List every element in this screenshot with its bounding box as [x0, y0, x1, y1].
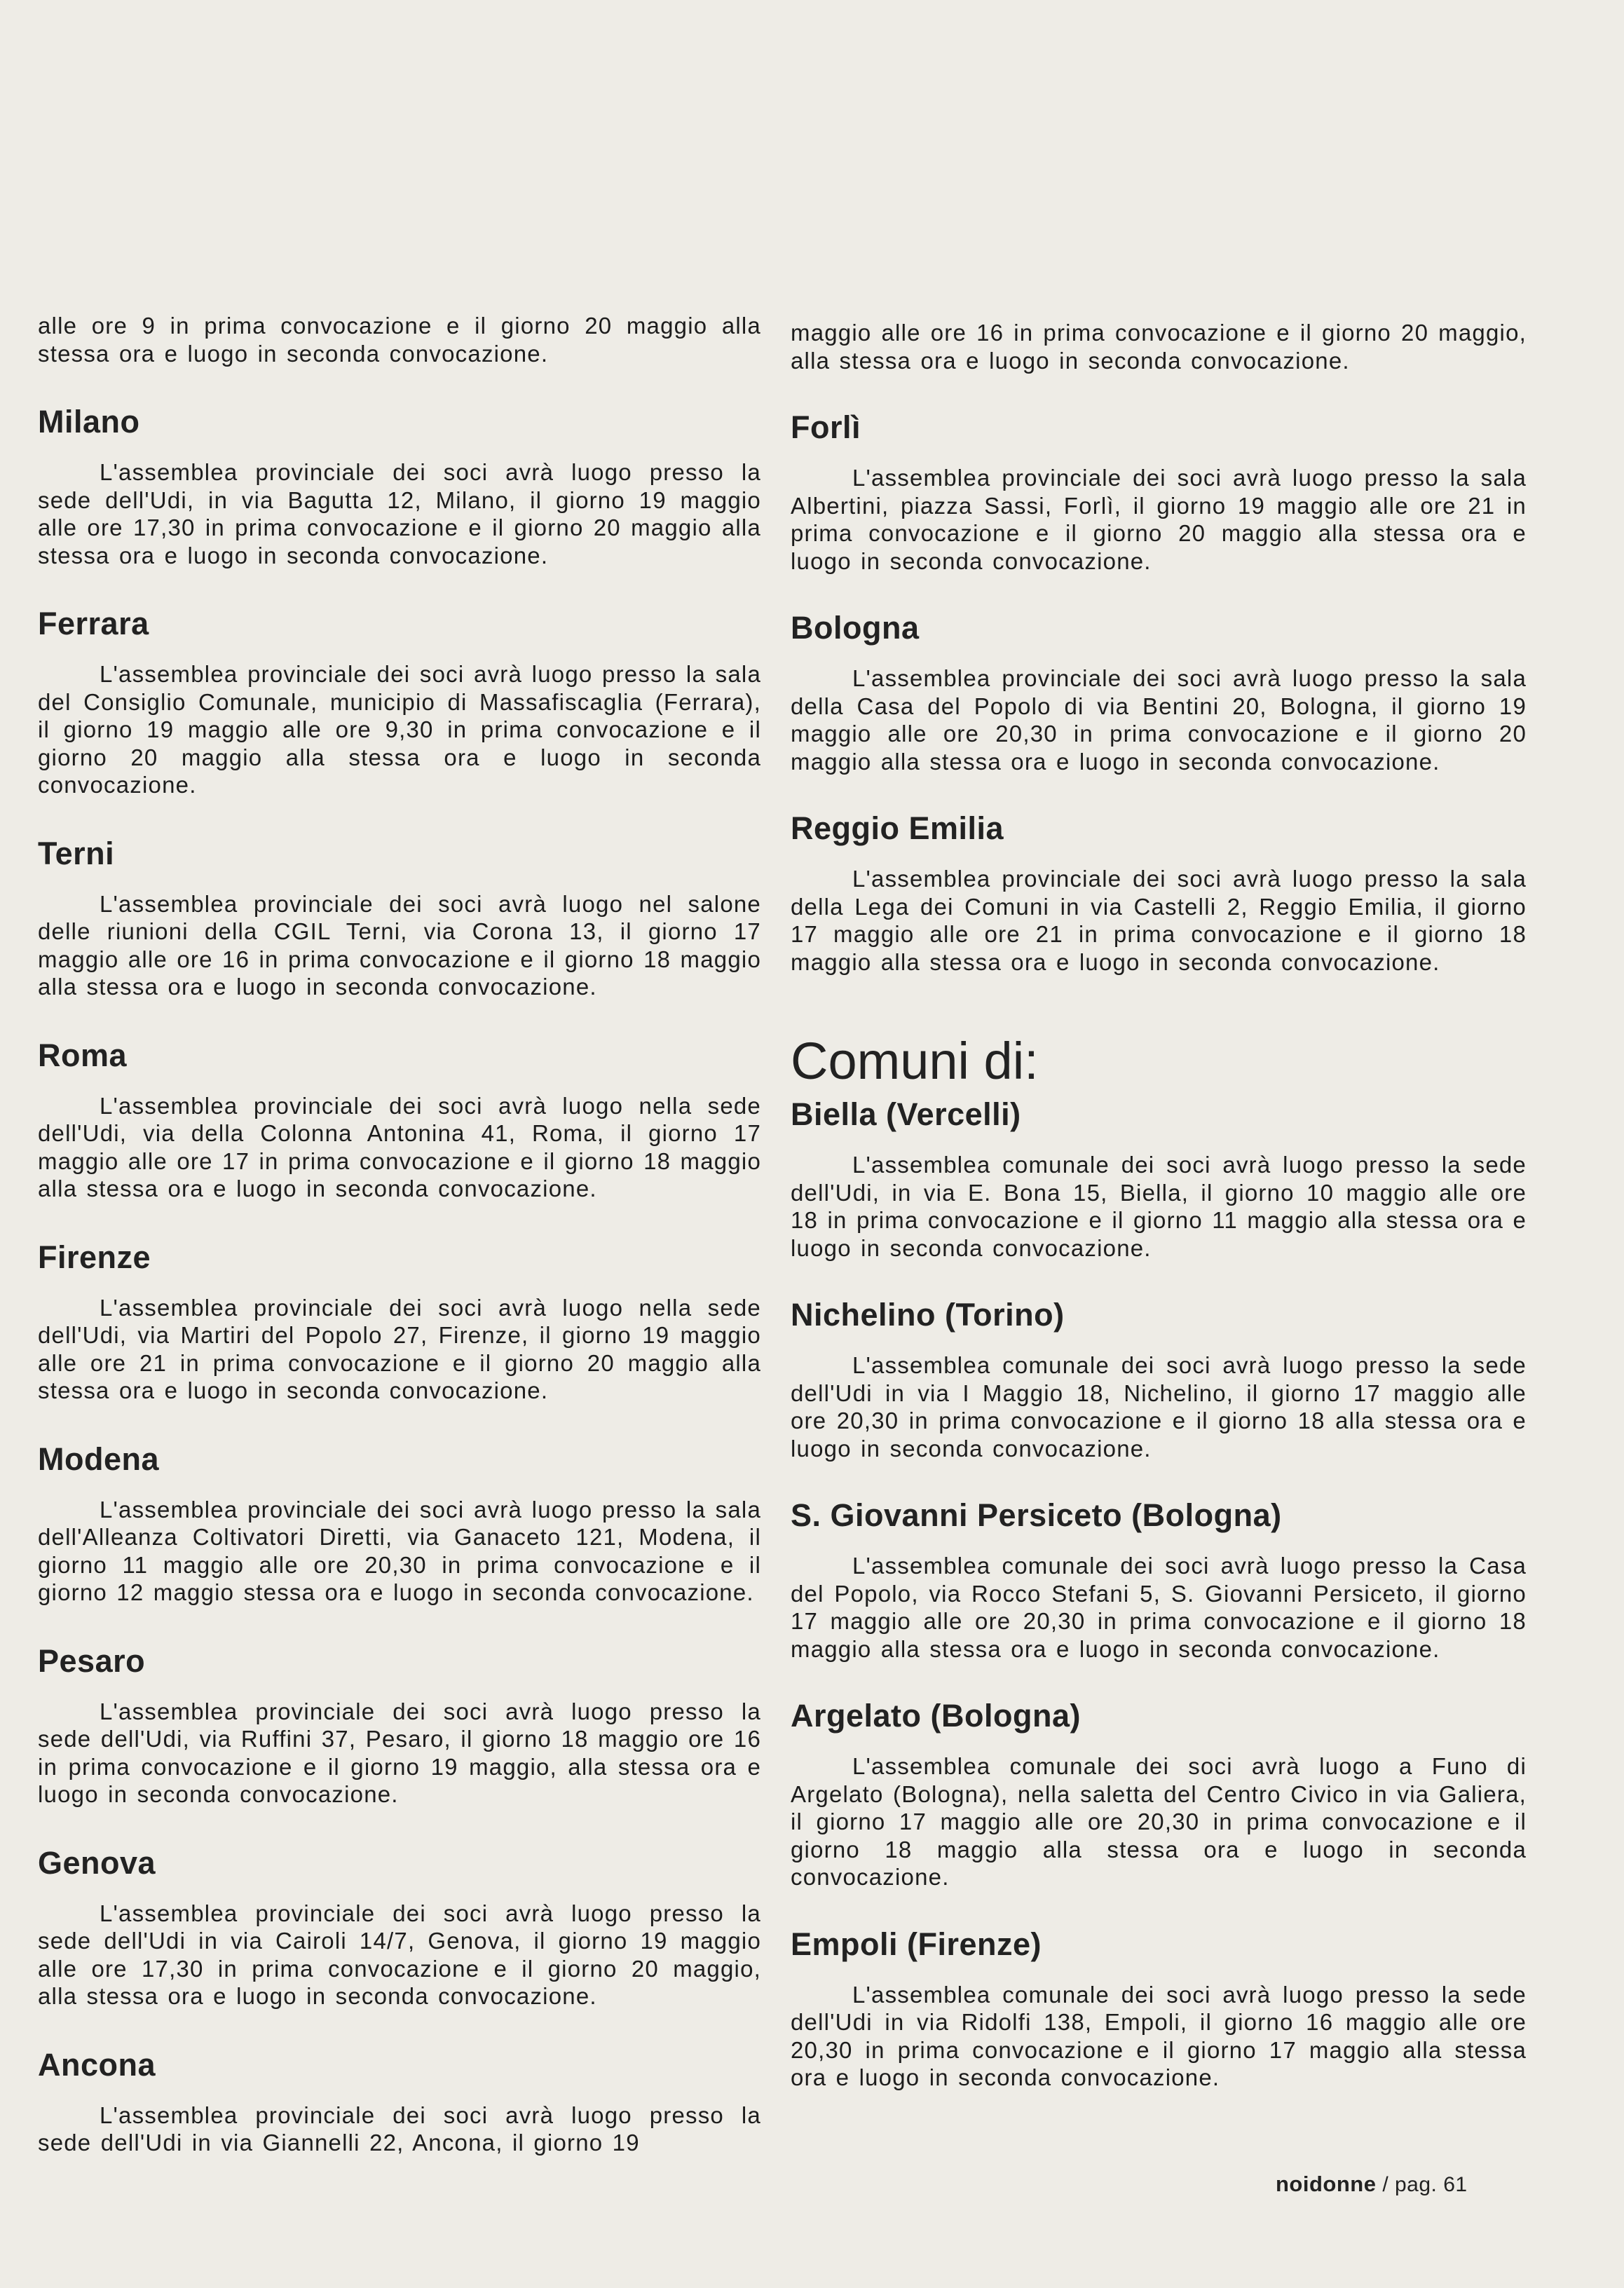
section-title: Ferrara — [38, 606, 149, 641]
page-footer — [1276, 2172, 1468, 2197]
section-title: Argelato (Bologna) — [791, 1698, 1081, 1734]
section-title: Forlì — [791, 409, 861, 445]
section-empoli — [791, 1926, 1527, 2092]
section-text: L'assemblea provinciale dei soci avrà luogo nel salone delle riunioni della CGIL Terni, via Corona 13, il giorno 17 maggio alle ore 16 in prima convocazione e il giorno 18 maggio alla stessa ora e luogo in seconda convocazione. — [38, 890, 761, 1000]
continued-paragraph: alle ore 9 in prima convocazione e il giorno 20 maggio alla stessa ora e luogo in seconda convocazione. — [38, 313, 761, 367]
section-text: L'assemblea comunale dei soci avrà luogo a Funo di Argelato (Bologna), nella saletta del Centro Civico in via Galiera, il giorno 17 maggio alle ore 20,30 in prima convocazione e il giorno 18 maggio alla stessa ora e luogo in seconda convocazione. — [791, 1753, 1527, 1890]
section-text: L'assemblea provinciale dei soci avrà luogo presso la sede dell'Udi in via Cairoli 14/7, Genova, il giorno 19 maggio alle ore 17,30 in prima convocazione e il giorno 20 maggio, alla stessa ora e luogo in seconda convocazione. — [38, 1900, 761, 2009]
section-text: L'assemblea provinciale dei soci avrà luogo nella sede dell'Udi, via Martiri del Popolo 27, Firenze, il giorno 19 maggio alle ore 21 in prima convocazione e il giorno 20 maggio alla stessa ora e luogo in seconda convocazione. — [38, 1294, 761, 1403]
section-title: Bologna — [791, 610, 920, 646]
section-title: Biella (Vercelli) — [791, 1096, 1021, 1132]
section-text: L'assemblea provinciale dei soci avrà luogo presso la sala della Lega dei Comuni in via Castelli 2, Reggio Emilia, il giorno 17 maggio alle ore 21 in prima convocazione e il giorno 18 maggio alla stessa ora e luogo in seconda convocazione. — [791, 866, 1527, 975]
section-firenze — [38, 1239, 761, 1405]
section-nichelino — [791, 1297, 1527, 1462]
section-text: L'assemblea provinciale dei soci avrà luogo presso la sede dell'Udi, via Ruffini 37, Pesaro, il giorno 18 maggio ore 16 in prima convocazione e il giorno 19 maggio, alla stessa ora e luogo in seconda convocazione. — [38, 1698, 761, 1807]
section-ferrara — [38, 606, 761, 799]
right-column — [791, 319, 1527, 2092]
section-text: L'assemblea provinciale dei soci avrà luogo presso la sede dell'Udi, in via Bagutta 12, Milano, il giorno 19 maggio alle ore 17,30 in prima convocazione e il giorno 20 maggio alla stessa ora e luogo in seconda convocazione. — [38, 459, 761, 568]
section-genova — [38, 1845, 761, 2010]
continued-paragraph: maggio alle ore 16 in prima convocazione e il giorno 20 maggio, alla stessa ora e luogo in seconda convocazione. — [791, 320, 1527, 374]
section-milano — [38, 404, 761, 569]
section-text: L'assemblea provinciale dei soci avrà luogo presso la sala della Casa del Popolo di via Bentini 20, Bologna, il giorno 19 maggio alle ore 20,30 in prima convocazione e il giorno 20 maggio alla stessa ora e luogo in seconda convocazione. — [791, 665, 1527, 775]
section-text: L'assemblea comunale dei soci avrà luogo presso la Casa del Popolo, via Rocco Stefani 5, S. Giovanni Persiceto, il giorno 17 maggio alle ore 20,30 in prima convocazione e il giorno 18 maggio alla stessa ora e luogo in seconda convocazione. — [791, 1553, 1527, 1662]
section-modena — [38, 1441, 761, 1607]
section-biella — [791, 1096, 1527, 1262]
section-title: Reggio Emilia — [791, 810, 1004, 846]
section-forli — [791, 409, 1527, 575]
section-text: L'assemblea provinciale dei soci avrà luogo nella sede dell'Udi, via della Colonna Antonina 41, Roma, il giorno 17 maggio alle ore 17 in prima convocazione e il giorno 18 maggio alla stessa ora e luogo in seconda convocazione. — [38, 1092, 761, 1201]
section-title: Firenze — [38, 1239, 151, 1275]
section-pesaro — [38, 1643, 761, 1809]
section-text: L'assemblea provinciale dei soci avrà luogo presso la sede dell'Udi in via Giannelli 22, Ancona, il giorno 19 — [38, 2102, 761, 2156]
section-terni — [38, 836, 761, 1001]
section-title: Genova — [38, 1844, 156, 1881]
section-roma — [38, 1037, 761, 1203]
section-title: Roma — [38, 1037, 128, 1073]
section-text: L'assemblea provinciale dei soci avrà luogo presso la sala del Consiglio Comunale, municipio di Massafiscaglia (Ferrara), il giorno 19 maggio alle ore 9,30 in prima convocazione e il giorno 20 maggio alla stessa ora e luogo in seconda convocazione. — [38, 661, 761, 798]
section-text: L'assemblea provinciale dei soci avrà luogo presso la sala dell'Alleanza Coltivatori Diretti, via Ganaceto 121, Modena, il giorno 11 maggio alle ore 20,30 in prima convocazione e il giorno 12 maggio stessa ora e luogo in seconda convocazione. — [38, 1496, 761, 1605]
section-title: Ancona — [38, 2046, 156, 2083]
section-title: S. Giovanni Persiceto (Bologna) — [791, 1497, 1282, 1533]
section-reggio-emilia — [791, 810, 1527, 976]
section-text: L'assemblea provinciale dei soci avrà luogo presso la sala Albertini, piazza Sassi, Forlì, il giorno 19 maggio alle ore 21 in prima convocazione e il giorno 20 maggio alla stessa ora e luogo in seconda convocazione. — [791, 465, 1527, 574]
section-text: L'assemblea comunale dei soci avrà luogo presso la sede dell'Udi in via I Maggio 18, Nichelino, il giorno 17 maggio alle ore 20,30 in prima convocazione e il giorno 18 alla stessa ora e luogo in seconda convocazione. — [791, 1352, 1527, 1462]
page-number: / pag. 61 — [1382, 2173, 1468, 2196]
comuni-heading: Comuni di: — [791, 1032, 1039, 1090]
section-title: Pesaro — [38, 1642, 146, 1679]
section-ancona — [38, 2047, 761, 2157]
section-title: Milano — [38, 404, 140, 440]
magazine-brand: noidonne — [1276, 2172, 1377, 2196]
section-bologna — [791, 610, 1527, 775]
section-title: Empoli (Firenze) — [791, 1926, 1042, 1962]
section-san-giovanni-persiceto — [791, 1497, 1527, 1663]
section-title: Terni — [38, 835, 115, 871]
section-text: L'assemblea comunale dei soci avrà luogo presso la sede dell'Udi in via Ridolfi 138, Empoli, il giorno 16 maggio alle ore 20,30 in prima convocazione e il giorno 17 maggio alla stessa ora e luogo in seconda convocazione. — [791, 1981, 1527, 2090]
left-column — [38, 312, 761, 2157]
section-argelato — [791, 1698, 1527, 1891]
section-title: Nichelino (Torino) — [791, 1297, 1065, 1333]
section-title: Modena — [38, 1441, 160, 1477]
section-text: L'assemblea comunale dei soci avrà luogo presso la sede dell'Udi, in via E. Bona 15, Biella, il giorno 10 maggio alle ore 18 in prima convocazione e il giorno 11 maggio alla stessa ora e luogo in seconda convocazione. — [791, 1152, 1527, 1261]
